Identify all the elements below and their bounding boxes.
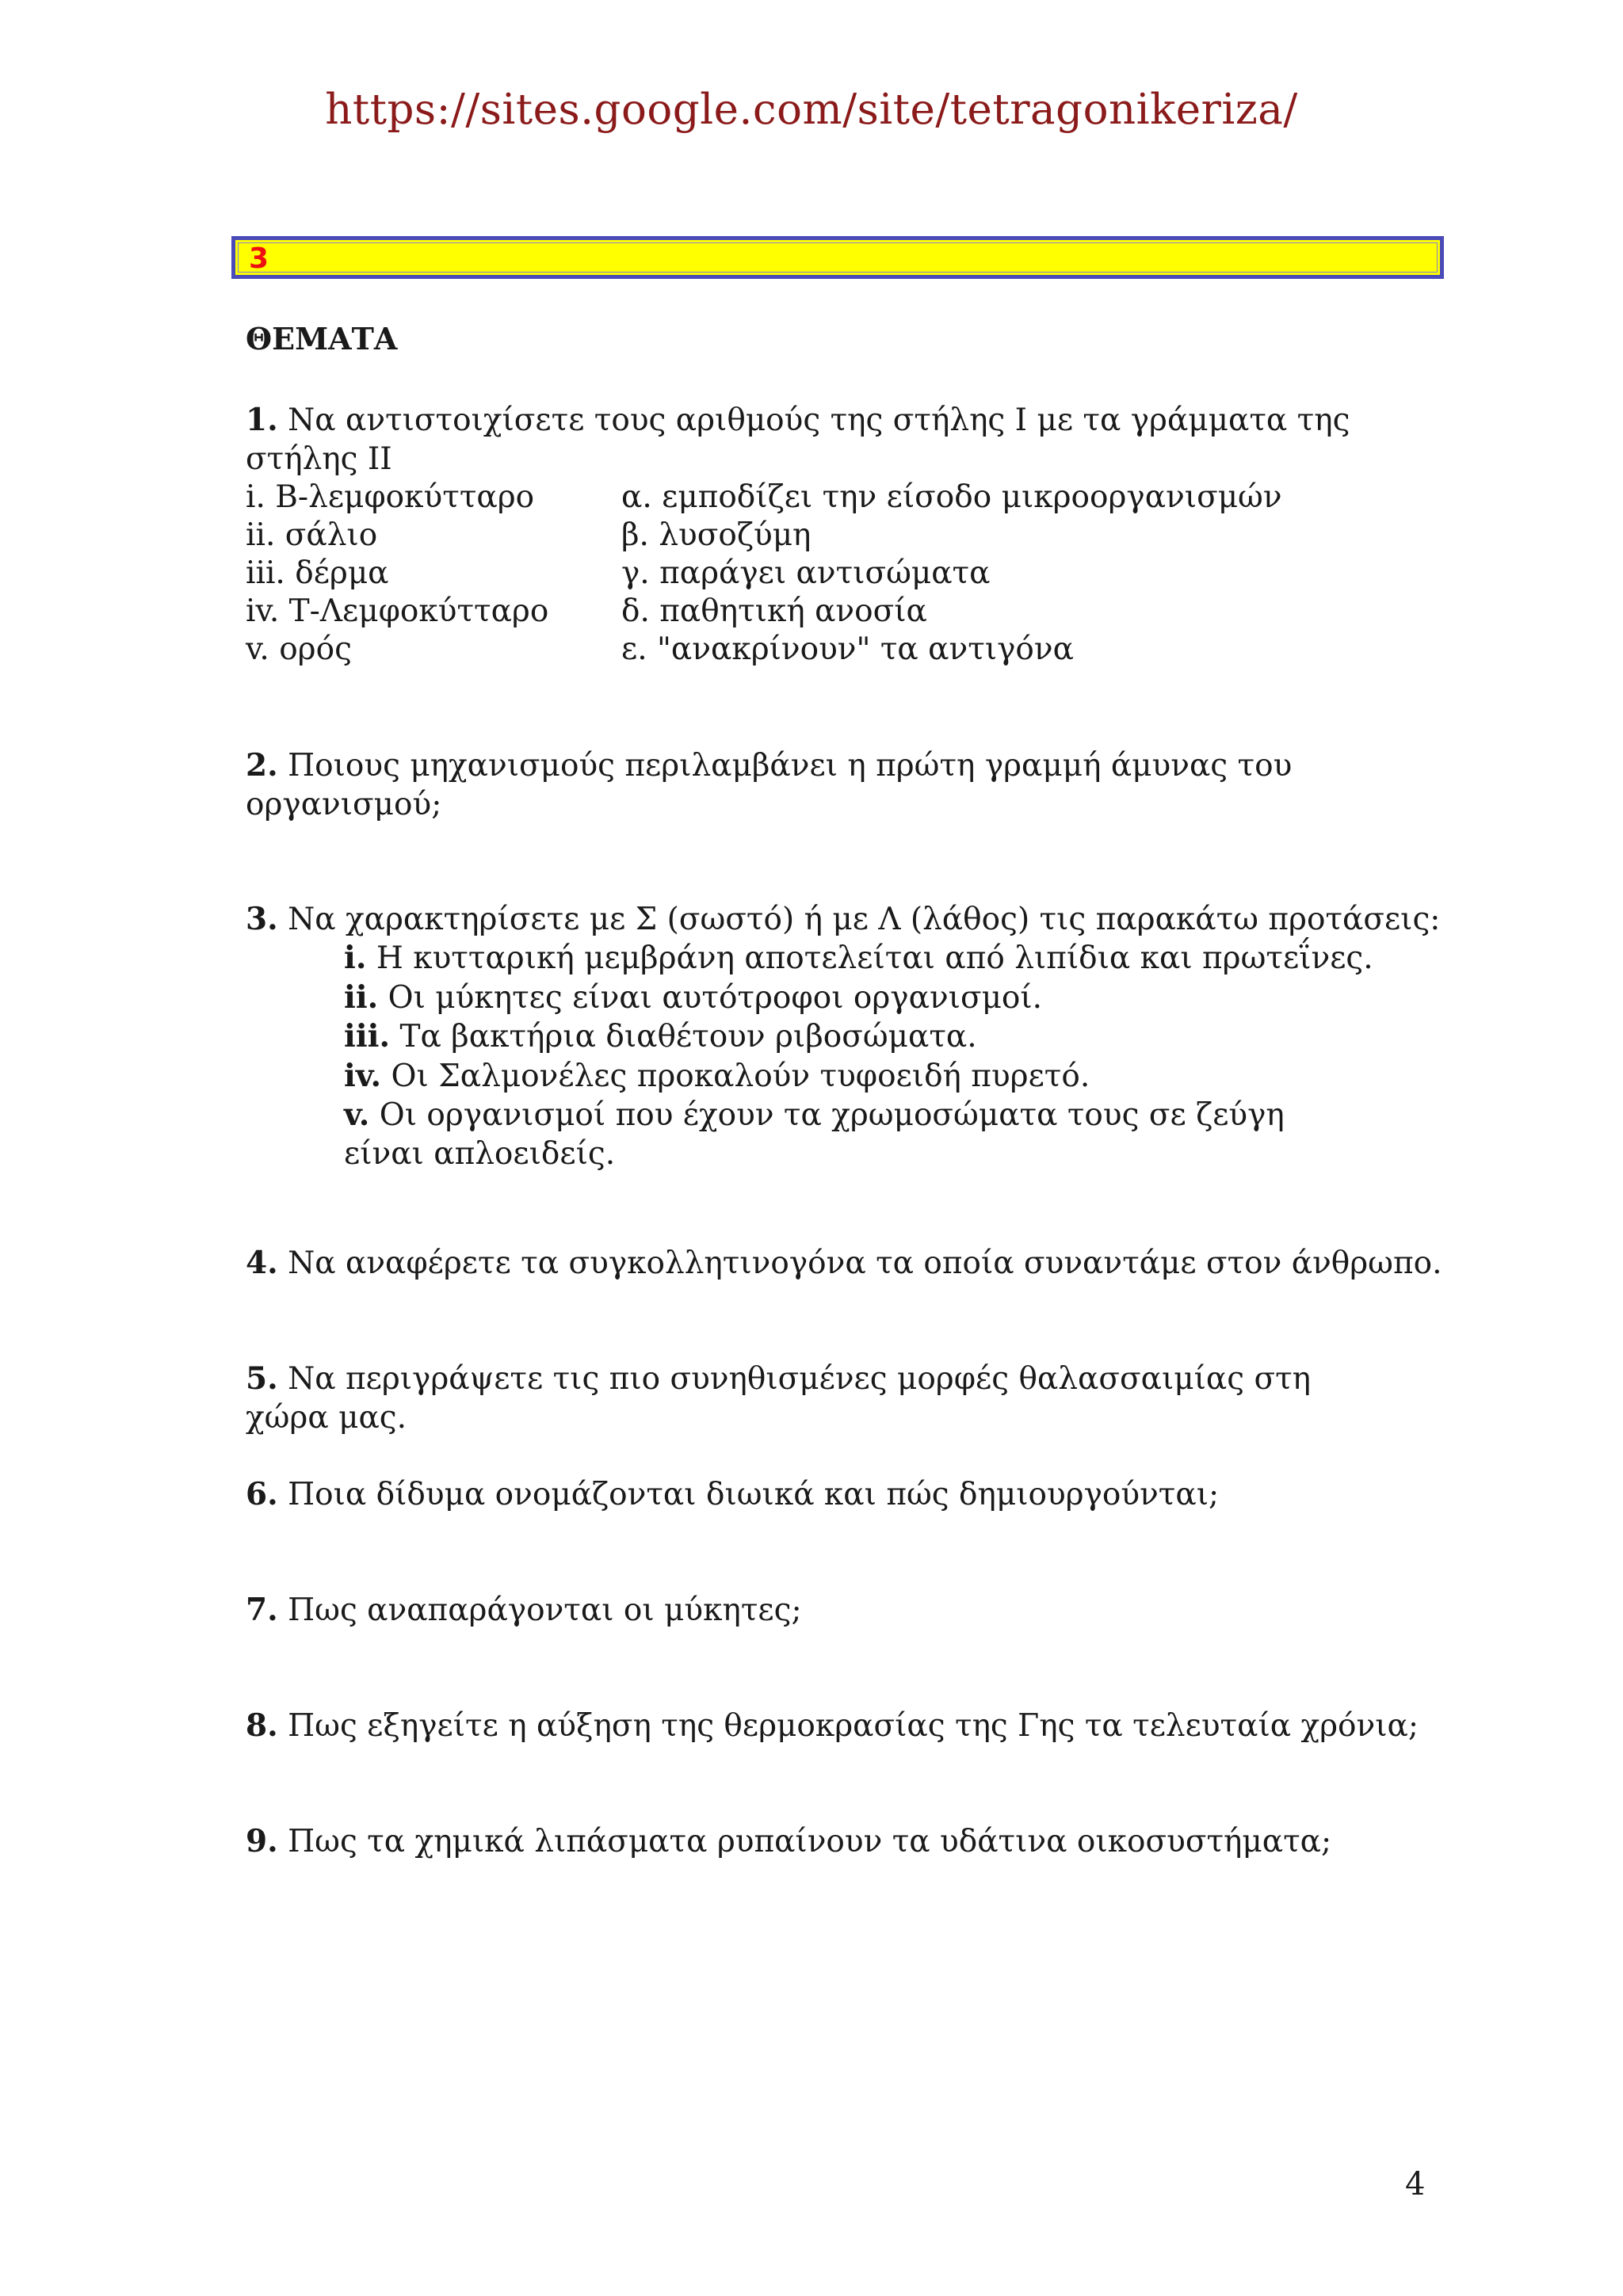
- list-item: [344, 1096, 1374, 1173]
- item-label: iii.: [344, 1018, 391, 1055]
- question-5: [246, 1360, 1387, 1437]
- header-url-link[interactable]: https://sites.google.com/site/tetragonikeriza/: [325, 86, 1298, 134]
- item-text: Τα βακτήρια διαθέτουν ριβοσώματα.: [399, 1019, 977, 1055]
- question-3: [246, 900, 1450, 940]
- match-row: [246, 593, 1450, 631]
- question-6: [246, 1475, 1450, 1515]
- section-number-box: [231, 236, 1444, 279]
- column-two-item: γ. παράγει αντισώματα: [621, 555, 991, 591]
- question-7: [246, 1591, 1450, 1630]
- question-text: Να αντιστοιχίσετε τους αριθμούς της στήλης Ι με τα γράμματα της στήλης ΙΙ: [246, 402, 1350, 477]
- question-4: [246, 1244, 1450, 1283]
- item-text: Η κυτταρική μεμβράνη αποτελείται από λιπίδια και πρωτεΐνες.: [376, 940, 1373, 976]
- question-8: [246, 1707, 1450, 1746]
- question-number: 4.: [246, 1245, 278, 1281]
- match-row: [246, 479, 1450, 517]
- question-text: Ποια δίδυμα ονομάζονται διωικά και πώς δημιουργούνται;: [288, 1477, 1220, 1512]
- question-number: 5.: [246, 1360, 278, 1397]
- question-2: [246, 746, 1339, 824]
- question-text: Να χαρακτηρίσετε με Σ (σωστό) ή με Λ (λάθος) τις παρακάτω προτάσεις:: [288, 902, 1441, 937]
- column-one-item: iv. Τ-Λεμφοκύτταρο: [246, 593, 549, 629]
- list-item: [344, 978, 1469, 1018]
- question-text: Πως εξηγείτε η αύξηση της θερμοκρασίας της Γης τα τελευταία χρόνια;: [288, 1708, 1419, 1744]
- item-label: iv.: [344, 1057, 382, 1094]
- column-two-item: α. εμποδίζει την είσοδο μικροοργανισμών: [621, 479, 1282, 515]
- question-text: Να περιγράψετε τις πιο συνηθισμένες μορφές θαλασσαιμίας στη χώρα μας.: [246, 1361, 1312, 1436]
- question-number: 6.: [246, 1476, 278, 1512]
- item-label: ii.: [344, 978, 379, 1016]
- section-number: 3: [249, 242, 269, 275]
- list-item: [344, 939, 1469, 978]
- item-text: Οι μύκητες είναι αυτότροφοι οργανισμοί.: [388, 979, 1043, 1016]
- question-1: [246, 401, 1450, 479]
- question-9: [246, 1822, 1450, 1862]
- question-number: 7.: [246, 1592, 278, 1628]
- question-number: 9.: [246, 1823, 278, 1859]
- item-label: i.: [344, 940, 367, 976]
- match-row: [246, 517, 1450, 555]
- question-text: Πως αναπαράγονται οι μύκητες;: [288, 1592, 802, 1628]
- column-two-item: β. λυσοζύμη: [621, 517, 812, 553]
- question-number: 3.: [246, 901, 278, 937]
- question-number: 2.: [246, 747, 278, 784]
- item-text: Οι Σαλμονέλες προκαλούν τυφοειδή πυρετό.: [391, 1058, 1090, 1094]
- page-title: ΘΕΜΑΤΑ: [246, 321, 398, 357]
- page-number: 4: [1405, 2166, 1426, 2203]
- list-item: [344, 1017, 1469, 1057]
- match-row: [246, 631, 1450, 669]
- question-number: 8.: [246, 1707, 278, 1744]
- question-text: Να αναφέρετε τα συγκολλητινογόνα τα οποία συναντάμε στον άνθρωπο.: [288, 1245, 1442, 1281]
- column-two-item: ε. "ανακρίνουν" τα αντιγόνα: [621, 631, 1074, 667]
- item-label: v.: [344, 1097, 370, 1133]
- item-text: Οι οργανισμοί που έχουν τα χρωμοσώματα τους σε ζεύγη είναι απλοειδείς.: [344, 1097, 1285, 1172]
- list-item: [344, 1057, 1469, 1097]
- true-false-list: [344, 939, 1469, 1173]
- column-one-item: ii. σάλιο: [246, 517, 378, 553]
- column-two-item: δ. παθητική ανοσία: [621, 593, 927, 629]
- column-one-item: v. ορός: [246, 631, 352, 667]
- match-row: [246, 555, 1450, 593]
- question-text: Πως τα χημικά λιπάσματα ρυπαίνουν τα υδάτινα οικοσυστήματα;: [288, 1824, 1332, 1859]
- column-one-item: iii. δέρμα: [246, 555, 389, 591]
- question-number: 1.: [246, 402, 278, 438]
- question-text: Ποιους μηχανισμούς περιλαμβάνει η πρώτη γραμμή άμυνας του οργανισμού;: [246, 748, 1293, 822]
- column-one-item: i. Β-λεμφοκύτταρο: [246, 479, 535, 515]
